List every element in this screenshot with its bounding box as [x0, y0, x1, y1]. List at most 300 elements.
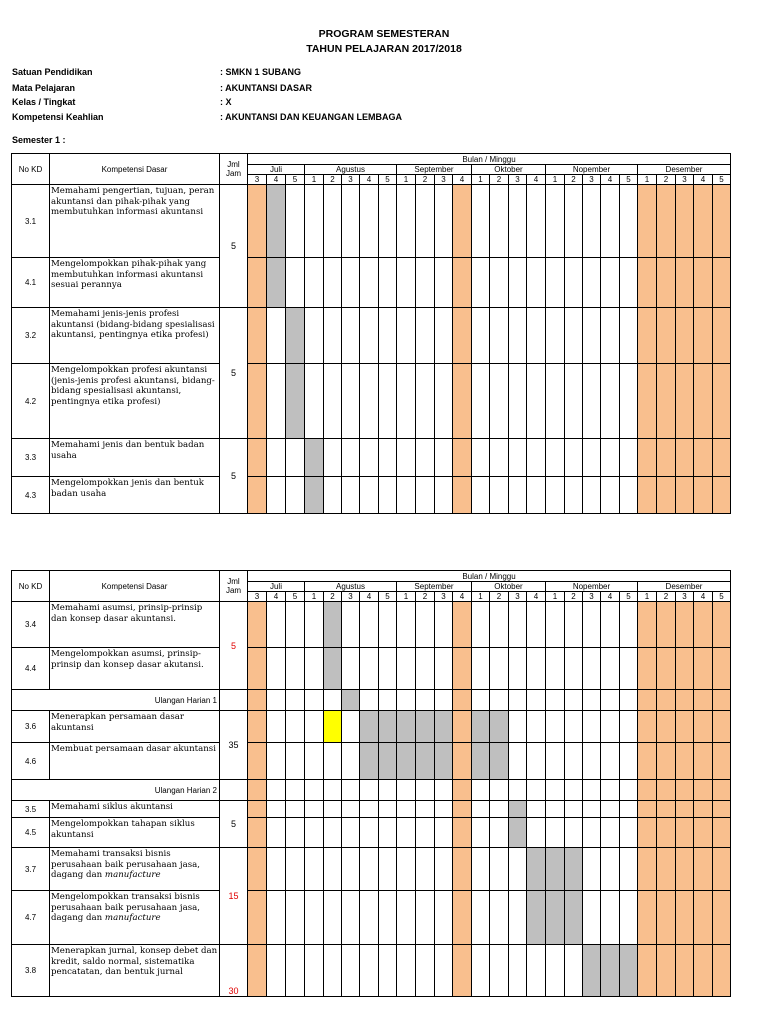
kompetensi-text-main: Memahami transaksi bisnis perusahaan baik perusahaan jasa, dagang dan — [51, 849, 200, 880]
header-week: 4 — [360, 175, 379, 185]
week-cell — [490, 602, 509, 648]
header-week: 5 — [713, 592, 731, 602]
week-cell-holiday — [248, 258, 267, 308]
week-cell — [286, 818, 305, 848]
week-cell — [305, 258, 324, 308]
week-cell-holiday — [638, 945, 657, 997]
week-cell — [379, 818, 397, 848]
week-cell — [342, 364, 360, 439]
week-cell-active — [509, 818, 527, 848]
week-cell-holiday — [694, 848, 713, 891]
week-cell — [324, 439, 342, 477]
info-value-satuan: : SMKN 1 SUBANG — [220, 67, 302, 77]
week-cell-holiday — [694, 743, 713, 780]
week-cell-active — [565, 848, 583, 891]
kompetensi-text — [50, 743, 220, 780]
week-cell — [286, 439, 305, 477]
week-cell — [490, 801, 509, 818]
week-cell — [601, 848, 620, 891]
week-cell-holiday — [713, 780, 731, 801]
week-cell — [416, 690, 435, 711]
week-cell — [583, 308, 601, 364]
week-cell-holiday — [657, 690, 676, 711]
week-cell-holiday — [676, 818, 694, 848]
week-cell — [324, 818, 342, 848]
week-cell-holiday — [713, 711, 731, 743]
kompetensi-text — [50, 818, 220, 848]
week-cell — [267, 477, 286, 514]
week-cell — [305, 848, 324, 891]
week-cell — [601, 602, 620, 648]
table-row — [12, 602, 731, 648]
week-cell — [546, 602, 565, 648]
info-label-kompetensi: Kompetensi Keahlian — [12, 112, 104, 122]
table-row — [12, 364, 731, 439]
header-week: 3 — [509, 175, 527, 185]
jml-jam-empty — [220, 690, 248, 711]
week-cell — [324, 477, 342, 514]
week-cell — [509, 258, 527, 308]
week-cell — [416, 364, 435, 439]
week-cell-holiday — [713, 439, 731, 477]
week-cell-holiday — [694, 780, 713, 801]
week-cell-holiday — [638, 818, 657, 848]
header-week: 5 — [379, 175, 397, 185]
table-row — [12, 185, 731, 258]
week-cell-holiday — [638, 780, 657, 801]
week-cell — [360, 945, 379, 997]
kompetensi-text-main: Memahami jenis-jenis profesi akuntansi (bidang-bidang spesialisasi akuntansi, pentingnya etika profesi) — [51, 309, 215, 340]
header-kompetensi: Kompetensi Dasar — [50, 154, 220, 185]
week-cell-holiday — [676, 848, 694, 891]
header-week: 4 — [694, 592, 713, 602]
week-cell — [490, 477, 509, 514]
week-cell — [379, 848, 397, 891]
week-cell — [490, 308, 509, 364]
week-cell-holiday — [694, 690, 713, 711]
week-cell-holiday — [638, 743, 657, 780]
week-cell — [490, 848, 509, 891]
week-cell-holiday — [248, 711, 267, 743]
week-cell — [565, 801, 583, 818]
week-cell — [620, 185, 638, 258]
header-no-kd: No KD — [12, 571, 50, 602]
week-cell-holiday — [638, 439, 657, 477]
week-cell — [342, 602, 360, 648]
week-cell — [527, 308, 546, 364]
week-cell — [546, 439, 565, 477]
week-cell-holiday — [676, 945, 694, 997]
header-week: 5 — [620, 592, 638, 602]
week-cell — [360, 258, 379, 308]
week-cell — [620, 780, 638, 801]
week-cell-holiday — [694, 891, 713, 945]
week-cell — [397, 801, 416, 818]
week-cell — [565, 258, 583, 308]
week-cell — [267, 848, 286, 891]
week-cell — [305, 743, 324, 780]
week-cell — [342, 945, 360, 997]
week-cell-active — [360, 711, 379, 743]
header-week: 2 — [416, 175, 435, 185]
week-cell-holiday — [657, 477, 676, 514]
header-week: 4 — [360, 592, 379, 602]
week-cell — [583, 258, 601, 308]
week-cell-active — [397, 743, 416, 780]
week-cell — [546, 308, 565, 364]
info-label-kelas: Kelas / Tingkat — [12, 97, 76, 107]
week-cell — [416, 801, 435, 818]
week-cell-holiday — [453, 945, 472, 997]
week-cell — [601, 801, 620, 818]
table-row — [12, 891, 731, 945]
header-week: 2 — [416, 592, 435, 602]
week-cell — [490, 364, 509, 439]
week-cell — [490, 258, 509, 308]
week-cell — [324, 848, 342, 891]
week-cell-active — [324, 602, 342, 648]
week-cell — [620, 690, 638, 711]
kompetensi-text — [50, 364, 220, 439]
week-cell-holiday — [248, 439, 267, 477]
week-cell — [620, 801, 638, 818]
week-cell — [379, 945, 397, 997]
week-cell-holiday — [453, 602, 472, 648]
week-cell — [435, 602, 453, 648]
week-cell — [509, 308, 527, 364]
week-cell — [527, 801, 546, 818]
week-cell-holiday — [453, 801, 472, 818]
header-week: 4 — [694, 175, 713, 185]
week-cell — [397, 477, 416, 514]
kompetensi-text — [50, 602, 220, 648]
week-cell-holiday — [453, 648, 472, 690]
week-cell — [527, 185, 546, 258]
week-cell — [472, 185, 490, 258]
week-cell — [324, 945, 342, 997]
week-cell — [546, 818, 565, 848]
week-cell — [324, 891, 342, 945]
table-row — [12, 258, 731, 308]
week-cell — [342, 648, 360, 690]
week-cell-holiday — [453, 439, 472, 477]
week-cell — [620, 308, 638, 364]
kompetensi-text-main: Membuat persamaan dasar akuntansi — [51, 744, 216, 754]
week-cell — [583, 801, 601, 818]
week-cell — [305, 801, 324, 818]
header-week: 4 — [453, 175, 472, 185]
week-cell — [379, 185, 397, 258]
week-cell — [565, 690, 583, 711]
week-cell — [435, 690, 453, 711]
program-table-1 — [11, 153, 731, 514]
header-week: 3 — [342, 175, 360, 185]
week-cell — [379, 690, 397, 711]
week-cell-holiday — [248, 364, 267, 439]
week-cell-active — [286, 308, 305, 364]
week-cell — [379, 258, 397, 308]
week-cell — [546, 185, 565, 258]
header-week: 2 — [324, 592, 342, 602]
week-cell-holiday — [676, 801, 694, 818]
week-cell — [565, 711, 583, 743]
week-cell — [397, 891, 416, 945]
week-cell — [527, 780, 546, 801]
week-cell — [472, 891, 490, 945]
week-cell — [601, 648, 620, 690]
header-week: 4 — [527, 175, 546, 185]
week-cell — [601, 743, 620, 780]
header-month: Nopember — [546, 165, 638, 175]
week-cell — [527, 602, 546, 648]
week-cell — [565, 602, 583, 648]
week-cell — [472, 477, 490, 514]
week-cell — [360, 308, 379, 364]
week-cell — [527, 945, 546, 997]
week-cell-active — [546, 848, 565, 891]
week-cell-active — [583, 945, 601, 997]
week-cell — [546, 801, 565, 818]
week-cell — [509, 891, 527, 945]
week-cell-active — [416, 743, 435, 780]
header-week: 1 — [397, 592, 416, 602]
info-value-kelas: : X — [220, 97, 232, 107]
week-cell-holiday — [657, 364, 676, 439]
week-cell-holiday — [713, 185, 731, 258]
week-cell — [509, 477, 527, 514]
week-cell — [397, 602, 416, 648]
week-cell — [397, 848, 416, 891]
week-cell — [324, 185, 342, 258]
week-cell — [416, 848, 435, 891]
week-cell — [267, 891, 286, 945]
week-cell — [509, 945, 527, 997]
week-cell — [324, 780, 342, 801]
week-cell — [360, 891, 379, 945]
week-cell — [360, 818, 379, 848]
week-cell — [546, 711, 565, 743]
kd-number: 3.4 — [12, 602, 50, 648]
kd-number: 4.2 — [12, 364, 50, 439]
week-cell — [527, 648, 546, 690]
week-cell — [397, 690, 416, 711]
week-cell — [342, 439, 360, 477]
week-cell — [360, 477, 379, 514]
kompetensi-text — [50, 308, 220, 364]
kd-number: 4.3 — [12, 477, 50, 514]
kompetensi-text-main: Memahami pengertian, tujuan, peran akuntansi dan pihak-pihak yang membutuhkan informasi akuntansi — [51, 186, 215, 217]
week-cell — [490, 690, 509, 711]
week-cell — [583, 848, 601, 891]
week-cell — [342, 185, 360, 258]
kompetensi-text-main: Mengelompokkan pihak-pihak yang membutuhkan informasi akuntansi sesuai perannya — [51, 259, 207, 290]
week-cell — [305, 308, 324, 364]
week-cell-holiday — [676, 648, 694, 690]
semester-label: Semester 1 : — [12, 135, 66, 145]
week-cell-holiday — [694, 945, 713, 997]
week-cell — [397, 185, 416, 258]
week-cell-holiday — [248, 743, 267, 780]
week-cell-holiday — [713, 690, 731, 711]
week-cell — [342, 780, 360, 801]
jml-jam-value: 5 — [220, 308, 248, 439]
week-cell-active — [472, 711, 490, 743]
week-cell-active — [267, 185, 286, 258]
week-cell — [472, 439, 490, 477]
week-cell-holiday — [657, 185, 676, 258]
week-cell — [565, 648, 583, 690]
week-cell-active — [286, 364, 305, 439]
week-cell-active — [360, 743, 379, 780]
week-cell — [509, 780, 527, 801]
week-cell — [583, 690, 601, 711]
kompetensi-text — [50, 891, 220, 945]
week-cell — [379, 477, 397, 514]
week-cell-active — [490, 743, 509, 780]
week-cell — [416, 648, 435, 690]
week-cell — [565, 185, 583, 258]
week-cell-holiday — [248, 185, 267, 258]
week-cell — [601, 711, 620, 743]
week-cell — [342, 743, 360, 780]
week-cell-holiday — [676, 308, 694, 364]
week-cell-holiday — [713, 891, 731, 945]
week-cell-holiday — [638, 258, 657, 308]
week-cell — [324, 743, 342, 780]
week-cell-active — [267, 258, 286, 308]
week-cell-holiday — [657, 945, 676, 997]
week-cell — [472, 818, 490, 848]
week-cell — [305, 780, 324, 801]
week-cell — [601, 477, 620, 514]
week-cell — [546, 743, 565, 780]
week-cell — [286, 848, 305, 891]
week-cell — [267, 780, 286, 801]
week-cell — [565, 743, 583, 780]
week-cell — [509, 690, 527, 711]
week-cell-holiday — [638, 477, 657, 514]
week-cell-active — [379, 743, 397, 780]
table-row — [12, 308, 731, 364]
week-cell — [397, 364, 416, 439]
week-cell — [286, 711, 305, 743]
week-cell-active — [324, 648, 342, 690]
week-cell-holiday — [694, 818, 713, 848]
week-cell-holiday — [657, 648, 676, 690]
kompetensi-text-main: Memahami siklus akuntansi — [51, 802, 173, 812]
week-cell — [472, 364, 490, 439]
week-cell — [490, 891, 509, 945]
week-cell — [305, 648, 324, 690]
week-cell-holiday — [713, 945, 731, 997]
week-cell — [565, 945, 583, 997]
week-cell-holiday — [453, 364, 472, 439]
week-cell-holiday — [248, 945, 267, 997]
week-cell — [509, 185, 527, 258]
week-cell — [397, 258, 416, 308]
week-cell-holiday — [453, 848, 472, 891]
week-cell-holiday — [694, 308, 713, 364]
week-cell — [360, 780, 379, 801]
week-cell — [416, 602, 435, 648]
week-cell-holiday — [453, 711, 472, 743]
header-no-kd: No KD — [12, 154, 50, 185]
week-cell-holiday — [657, 818, 676, 848]
kompetensi-text-italic: manufacture — [104, 913, 161, 923]
table-row — [12, 945, 731, 997]
week-cell — [435, 780, 453, 801]
week-cell — [435, 801, 453, 818]
week-cell-holiday — [713, 743, 731, 780]
week-cell — [286, 185, 305, 258]
week-cell — [490, 648, 509, 690]
week-cell — [472, 308, 490, 364]
kompetensi-text — [50, 439, 220, 477]
header-week: 1 — [305, 592, 324, 602]
week-cell-active — [527, 891, 546, 945]
table-row — [12, 848, 731, 891]
week-cell-active — [601, 945, 620, 997]
header-week: 3 — [509, 592, 527, 602]
week-cell-holiday — [657, 711, 676, 743]
week-cell-holiday — [694, 602, 713, 648]
week-cell — [267, 818, 286, 848]
week-cell — [583, 477, 601, 514]
week-cell-holiday — [713, 818, 731, 848]
week-cell — [305, 602, 324, 648]
header-week: 3 — [583, 592, 601, 602]
header-week: 3 — [248, 175, 267, 185]
info-label-mapel: Mata Pelajaran — [12, 83, 76, 93]
week-cell — [416, 308, 435, 364]
kompetensi-text — [50, 477, 220, 514]
week-cell-holiday — [713, 648, 731, 690]
week-cell — [342, 477, 360, 514]
header-week: 1 — [546, 175, 565, 185]
week-cell — [379, 801, 397, 818]
week-cell — [583, 364, 601, 439]
week-cell — [509, 364, 527, 439]
week-cell — [324, 801, 342, 818]
week-cell — [342, 891, 360, 945]
jml-jam-value: 30 — [220, 945, 248, 997]
week-cell — [360, 648, 379, 690]
week-cell — [286, 602, 305, 648]
kompetensi-text-main: Mengelompokkan transaksi bisnis perusahaan baik perusahaan jasa, dagang dan — [51, 892, 200, 923]
week-cell — [267, 945, 286, 997]
week-cell-holiday — [453, 477, 472, 514]
week-cell-holiday — [657, 801, 676, 818]
week-cell — [286, 690, 305, 711]
header-week: 5 — [379, 592, 397, 602]
week-cell-holiday — [248, 690, 267, 711]
header-month: Desember — [638, 165, 731, 175]
week-cell — [620, 818, 638, 848]
week-cell — [305, 711, 324, 743]
kd-number: 4.7 — [12, 891, 50, 945]
week-cell-holiday — [638, 185, 657, 258]
week-cell — [472, 648, 490, 690]
header-month: Desember — [638, 582, 731, 592]
header-week: 4 — [267, 175, 286, 185]
week-cell — [305, 891, 324, 945]
week-cell-holiday — [676, 439, 694, 477]
week-cell — [379, 891, 397, 945]
week-cell — [305, 818, 324, 848]
week-cell — [397, 945, 416, 997]
week-cell — [601, 258, 620, 308]
week-cell — [267, 801, 286, 818]
